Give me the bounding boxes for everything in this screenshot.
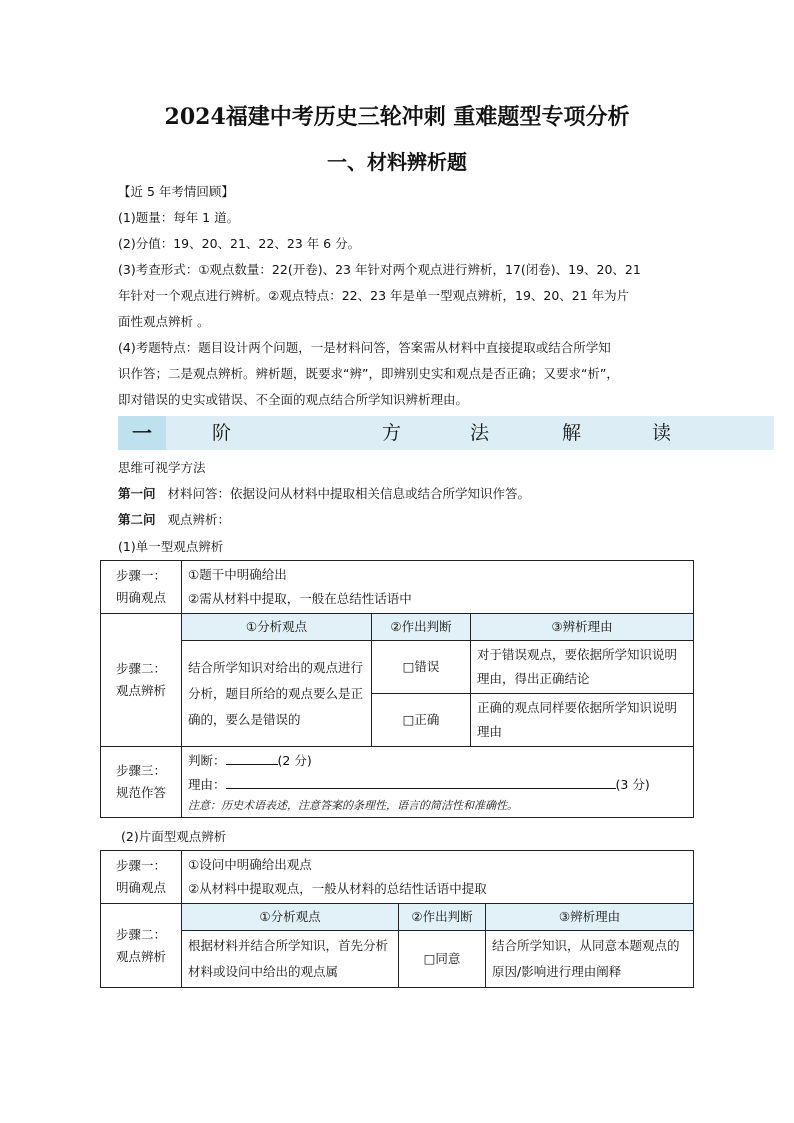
table-row [101, 931, 694, 988]
question-one-label: 第一问 [118, 486, 156, 501]
analysis-cell: 结合所学知识对给出的观点进行分析，题目所给的观点要么是正确的，要么是错误的 [182, 641, 372, 747]
review-line: (1)题量：每年 1 道。 [118, 210, 240, 225]
column-header: ①分析观点 [182, 614, 372, 641]
banner-char: 阶 [212, 422, 232, 444]
banner-title [166, 416, 774, 450]
subsection-title: (2)片面型观点辨析 [121, 829, 227, 844]
answer-format [182, 747, 694, 818]
section-banner [118, 416, 774, 450]
step-line: ①题干中明确给出 [188, 567, 287, 582]
table-row [101, 904, 694, 931]
column-header: ②作出判断 [399, 904, 486, 931]
banner-char: 法 [470, 422, 490, 444]
step-label [101, 614, 182, 747]
column-header: ③辨析理由 [471, 614, 694, 641]
single-view-table [100, 560, 694, 818]
column-header: ①分析观点 [182, 904, 399, 931]
step-line: ②需从材料中提取，一般在总结性话语中 [188, 591, 412, 606]
table-row [101, 614, 694, 641]
step-content [182, 561, 694, 614]
step-label-line: 步骤二： [115, 661, 166, 676]
banner-char: 方 [382, 422, 402, 444]
table-row [101, 747, 694, 818]
review-line: (4)考题特点：题目设计两个问题，一是材料问答，答案需从材料中直接提取或结合所学知 [118, 340, 611, 355]
step-label-line: 步骤三： [115, 763, 166, 778]
note-text: 注意：历史术语表述，注意答案的条理性，语言的简洁性和准确性。 [188, 799, 518, 812]
banner-number: 一 [118, 416, 166, 450]
banner-char: 读 [652, 422, 672, 444]
judgment-agree: □同意 [399, 931, 486, 988]
judgment-right: □正确 [372, 694, 471, 747]
column-header: ②作出判断 [372, 614, 471, 641]
judge-prefix: 判断： [188, 753, 226, 768]
banner-char: 解 [562, 422, 582, 444]
question-two-text: 观点辨析： [167, 512, 230, 527]
reason-score: (3 分) [615, 777, 650, 792]
review-line: 面性观点辨析 。 [118, 314, 210, 329]
step-line: ②从材料中提取观点，一般从材料的总结性话语中提取 [188, 881, 487, 896]
reason-cell: 结合所学知识，从同意本题观点的原因/影响进行理由阐释 [486, 931, 694, 988]
review-heading: 【近 5 年考情回顾】 [118, 184, 234, 199]
table-row [101, 851, 694, 904]
table-row [101, 641, 694, 694]
reason-cell: 对于错误观点，要依据所学知识说明理由，得出正确结论 [471, 641, 694, 694]
reason-cell: 正确的观点同样要依据所学知识说明理由 [471, 694, 694, 747]
judgment-wrong: □错误 [372, 641, 471, 694]
column-header: ③辨析理由 [486, 904, 694, 931]
section-title: 一、材料辨析题 [327, 150, 467, 174]
reason-blank [226, 775, 616, 789]
analysis-cell: 根据材料并结合所学知识，首先分析材料或设问中给出的观点属 [182, 931, 399, 988]
review-line: 识作答；二是观点辨析。辨析题，既要求“辨”，即辨别史实和观点是否正确；又要求“析”， [118, 366, 619, 381]
judge-blank [226, 751, 278, 765]
question-one-text: 材料问答：依据设问从材料中提取相关信息或结合所学知识作答。 [167, 486, 530, 501]
method-intro: 思维可视学方法 [118, 460, 206, 475]
step-label [101, 561, 182, 614]
subsection-title: (1)单一型观点辨析 [118, 539, 224, 554]
step-label [101, 747, 182, 818]
judge-score: (2 分) [277, 753, 312, 768]
table-row [101, 561, 694, 614]
review-line: 即对错误的史实或错误、不全面的观点结合所学知识辨析理由。 [118, 392, 469, 407]
question-two-label: 第二问 [118, 512, 156, 527]
step-label-line: 步骤一： [115, 858, 166, 873]
step-line: ①设问中明确给出观点 [188, 857, 312, 872]
page-title: 2024福建中考历史三轮冲刺 重难题型专项分析 [164, 104, 630, 130]
step-label [101, 851, 182, 904]
review-line: 年针对一个观点进行辨析。②观点特点：22、23 年是单一型观点辨析，19、20、21 年为片 [118, 288, 630, 303]
question-two [118, 512, 230, 528]
step-label-line: 观点辨析 [115, 948, 166, 964]
step-label-line: 明确观点 [115, 590, 166, 605]
step-label-line: 步骤一： [115, 568, 166, 583]
step-label [101, 904, 182, 988]
step-label-line: 步骤二： [115, 926, 166, 942]
step-label-line: 规范作答 [115, 785, 166, 800]
reason-prefix: 理由： [188, 777, 226, 792]
question-one [118, 486, 530, 502]
partial-view-table [100, 850, 694, 988]
review-line: (3)考查形式：①观点数量：22(开卷)、23 年针对两个观点进行辨析，17(闭卷)、19、20、21 [118, 262, 641, 277]
judge-line [188, 749, 687, 773]
reason-line [188, 773, 687, 797]
review-line: (2)分值：19、20、21、22、23 年 6 分。 [118, 236, 361, 251]
step-label-line: 观点辨析 [115, 683, 166, 698]
step-content [182, 851, 694, 904]
step-label-line: 明确观点 [115, 880, 166, 895]
